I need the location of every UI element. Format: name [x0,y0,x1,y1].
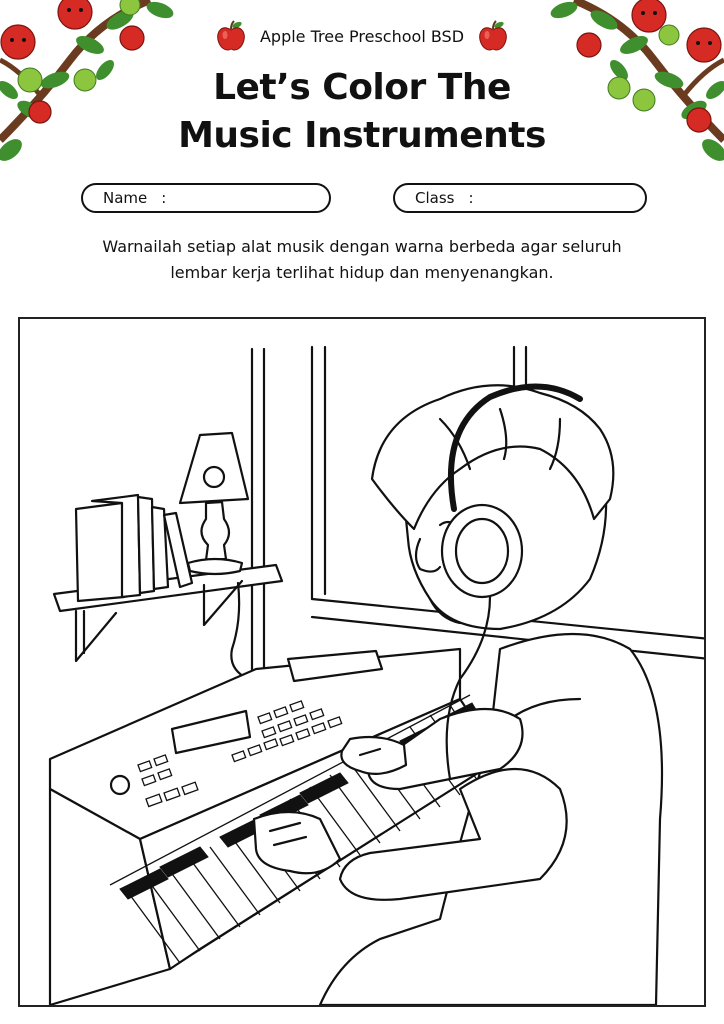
class-field[interactable] [393,183,647,213]
instructions [60,234,664,286]
school-name: Apple Tree Preschool BSD [259,26,465,46]
title-line-1: Let’s Color The [213,67,511,108]
instructions-line-2: lembar kerja terlihat hidup dan menyenangkan. [170,263,554,282]
apple-icon [478,20,508,52]
desk-lamp [180,433,248,679]
coloring-illustration [20,319,704,1005]
name-label: Name [103,189,148,207]
coloring-frame [18,317,706,1007]
page-title [0,64,724,160]
title-line-2: Music Instruments [178,115,546,156]
instructions-line-1: Warnailah setiap alat musik dengan warna berbeda agar seluruh [102,237,622,256]
class-colon: : [468,189,474,207]
name-field[interactable] [81,183,331,213]
name-colon: : [161,189,167,207]
class-label: Class [415,189,455,207]
apple-icon [216,20,246,52]
school-header [0,20,724,52]
